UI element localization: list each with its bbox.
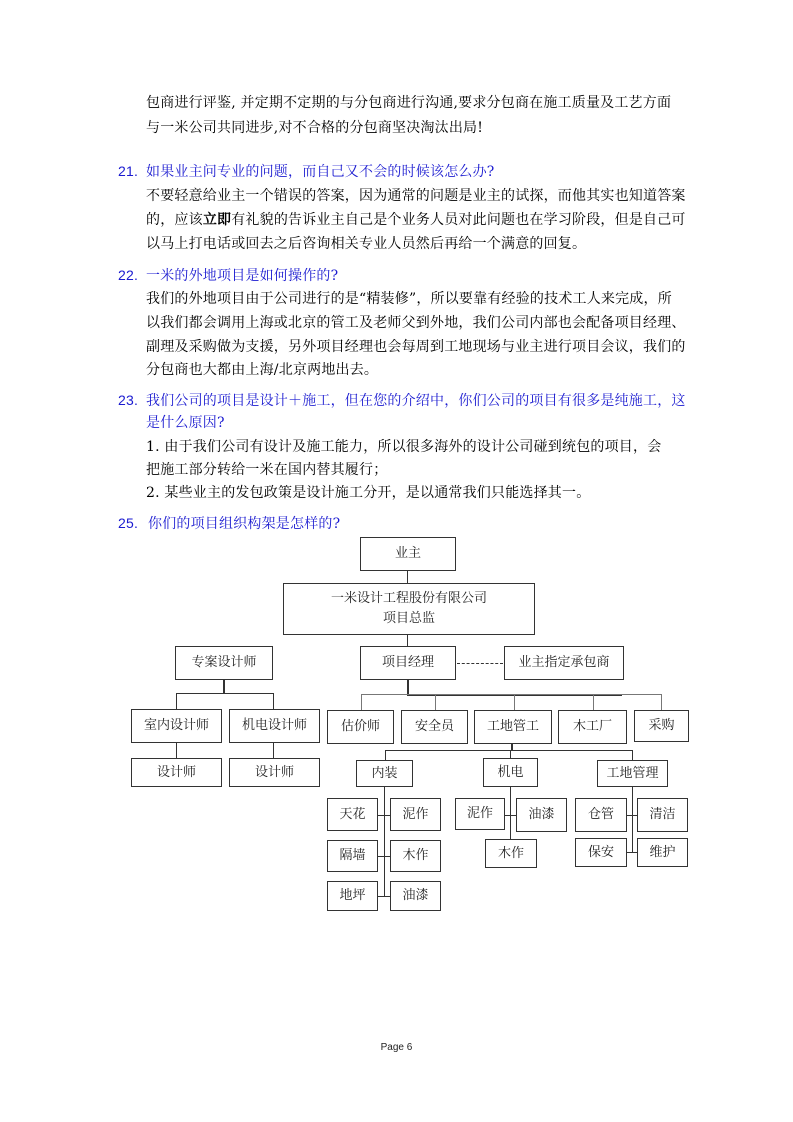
connector — [378, 815, 390, 816]
question-text: 你们的项目组织构架是怎样的? — [148, 516, 341, 532]
company-name: 一米设计工程股份有限公司 — [330, 591, 487, 606]
question-21 — [118, 160, 495, 183]
org-node-painting: 油漆 — [516, 798, 567, 832]
question-number: 25. — [118, 515, 139, 531]
org-node-project-manager: 项目经理 — [360, 646, 456, 680]
answer-line — [146, 209, 686, 231]
connector — [176, 693, 177, 709]
org-node-designer: 设计师 — [131, 758, 222, 787]
answer-text: 的，应该 — [146, 212, 203, 228]
connector — [378, 896, 390, 897]
org-node-masonry: 泥作 — [455, 798, 505, 830]
director-title: 项目总监 — [382, 611, 435, 626]
question-22 — [118, 264, 338, 287]
connector — [361, 694, 362, 710]
connector — [435, 694, 436, 710]
org-node-ceiling: 天花 — [327, 798, 378, 831]
answer-line: 1. 由于我们公司有设计及施工能力，所以很多海外的设计公司碰到统包的项目，会 — [146, 439, 662, 455]
org-node-carpentry: 木作 — [485, 839, 537, 868]
org-node-painting: 油漆 — [390, 881, 441, 911]
answer-line: 2. 某些业主的发包政策是设计施工分开，是以通常我们只能选择其一。 — [146, 485, 591, 501]
connector — [514, 694, 515, 710]
org-node-carpentry: 木作 — [390, 840, 441, 872]
connector — [223, 680, 225, 694]
connector — [661, 694, 662, 710]
connector — [176, 743, 177, 758]
org-node-security: 保安 — [575, 838, 627, 867]
org-node-mep: 机电 — [483, 758, 538, 787]
question-text: 一米的外地项目是如何操作的? — [146, 268, 339, 284]
org-node-site-management: 工地管理 — [597, 760, 668, 787]
question-number: 22. — [118, 267, 139, 283]
question-text: 我们公司的项目是设计＋施工，但在您的介绍中，你们公司的项目有很多是纯施工，这 — [146, 393, 686, 409]
connector — [273, 743, 274, 758]
answer-line: 以我们都会调用上海或北京的管工及老师父到外地，我们公司内部也会配备项目经理、 — [146, 315, 686, 331]
connector — [505, 815, 516, 816]
org-node-owner: 业主 — [360, 537, 456, 571]
connector — [385, 750, 386, 760]
page-number: Page 6 — [380, 1042, 413, 1053]
dashed-connector — [457, 663, 503, 664]
org-node-cleaning: 清洁 — [637, 798, 688, 832]
org-node-maintenance: 维护 — [637, 838, 688, 867]
org-node-procurement: 采购 — [634, 710, 689, 742]
connector — [273, 693, 274, 709]
connector — [378, 856, 390, 857]
connector — [510, 786, 511, 839]
connector — [361, 694, 662, 695]
connector — [176, 693, 274, 694]
answer-text: 有礼貌的告诉业主自己是个业务人员对此问题也在学习阶段，但是自己可 — [231, 212, 686, 228]
answer-line: 分包商也大都由上海/北京两地出去。 — [146, 362, 379, 378]
question-25 — [118, 512, 340, 535]
org-node-case-designer: 专案设计师 — [175, 646, 273, 680]
connector — [593, 694, 594, 710]
org-node-safety: 安全员 — [401, 710, 468, 744]
org-node-designer: 设计师 — [229, 758, 320, 787]
question-number: 23. — [118, 392, 139, 408]
org-node-woodshop: 木工厂 — [558, 710, 627, 744]
connector — [510, 750, 511, 758]
intro-line: 与一米公司共同进步,对不合格的分包商坚决淘汰出局! — [146, 120, 484, 136]
org-node-site-foreman: 工地管工 — [474, 710, 552, 744]
org-node-warehouse: 仓管 — [575, 798, 627, 832]
org-node-flooring: 地坪 — [327, 881, 378, 911]
answer-line: 以马上打电话或回去之后咨询相关专业人员然后再给一个满意的回复。 — [146, 236, 587, 252]
answer-emphasis: 立即 — [202, 212, 232, 228]
connector — [627, 815, 632, 816]
org-node-director — [283, 583, 535, 635]
connector — [632, 786, 633, 853]
question-23 — [118, 389, 686, 412]
connector — [407, 680, 409, 695]
org-node-interior-designer: 室内设计师 — [131, 709, 222, 743]
intro-line: 包商进行评鉴, 并定期不定期的与分包商进行沟通,要求分包商在施工质量及工艺方面 — [146, 95, 672, 111]
connector — [384, 786, 385, 897]
org-node-mep-designer: 机电设计师 — [229, 709, 320, 743]
org-node-owner-contractor: 业主指定承包商 — [504, 646, 624, 680]
org-node-estimator: 估价师 — [327, 710, 394, 744]
connector — [407, 635, 408, 646]
question-number: 21. — [118, 163, 139, 179]
connector — [385, 750, 633, 751]
connector — [407, 571, 408, 583]
answer-line: 把施工部分转给一米在国内替其履行； — [146, 462, 388, 478]
org-node-interior: 内装 — [356, 760, 413, 787]
answer-line: 副理及采购做为支援，另外项目经理也会每周到工地现场与业主进行项目会议，我们的 — [146, 339, 686, 355]
question-text-cont: 是什么原因? — [146, 415, 225, 431]
org-node-masonry: 泥作 — [390, 798, 441, 831]
question-text: 如果业主问专业的问题，而自己又不会的时候该怎么办? — [146, 164, 495, 180]
answer-line: 我们的外地项目由于公司进行的是“精装修”，所以要靠有经验的技术工人来完成，所 — [146, 291, 672, 307]
answer-line: 不要轻意给业主一个错误的答案，因为通常的问题是业主的试探，而他其实也知道答案 — [146, 188, 686, 204]
connector — [632, 750, 633, 760]
connector — [627, 852, 637, 853]
org-node-partition: 隔墙 — [327, 840, 378, 872]
